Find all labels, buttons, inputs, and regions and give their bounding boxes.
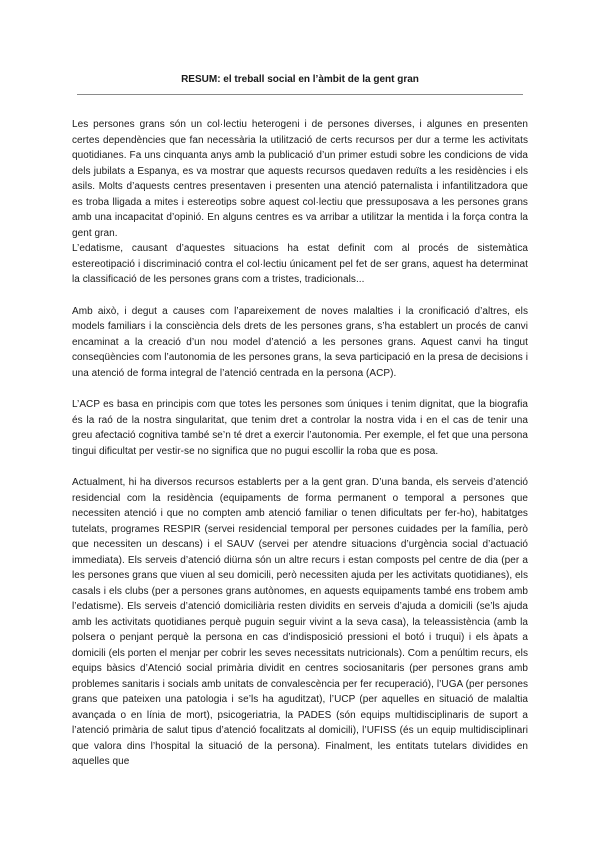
paragraph-acp: L’ACP es basa en principis com que totes les persones som úniques i tenim dignitat, que la biografia és la raó de la nostra singularitat, que tenim dret a controlar la nostra vida i en el cas de tenir una greu afectació cognitiva també se’n té dret a exercir l’autonomia. Per exemple, el fet que una persona tingui dificultat per vestir-se no significa que no pugui escollir la roba que es posa. bbox=[72, 399, 528, 457]
paragraph-model-change: Amb això, i degut a causes com l’apareixement de noves malalties i la cronificació d’altres, els models familiars i la consciència dels drets de les persones grans, s’ha establert un procés de canvi encaminat a la creació d’un nou model d’atenció a les persones grans. Aquest canvi ha tingut conseqüències com l’autonomia de les persones grans, la seva participació en la presa de decisions i una atenció de forma integral de l’atenció centrada en la persona (ACP). bbox=[72, 305, 528, 379]
document-title: RESUM: el treball social en l’àmbit de la gent gran bbox=[181, 74, 419, 85]
paragraph-intro: Les persones grans són un col·lectiu heterogeni i de persones diverses, i algunes en presenten certes dependències que fan necessària la utilització de certs recursos per dur a terme les activitats quotidianes. Fa uns cinquanta anys amb la publicació d’un primer estudi sobre les condicions de vida dels jubilats a Espanya, es va mostrar que aquests recursos quedaven reduïts a les residències i els asils. Molts d’aquests centres presentaven i presenten una atenció paternalista i infantilitzadora que es troba lligada a mites i estereotips sobre aquest col·lectiu que pressuposava a les persones grans amb una incapacitat d’opinió. En alguns centres es va arribar a utilitzar la mentida i la força contra la gent gran. bbox=[72, 119, 528, 239]
paragraph-resources: Actualment, hi ha diversos recursos establerts per a la gent gran. D’una banda, els serveis d’atenció residencial com la residència (equipaments de forma permanent o temporal a persones que necessiten atenció i que no compten amb atenció familiar o tenen dificultats per fer-ho), habitatges tutelats, programes RESPIR (servei residencial temporal per persones cuidades per la família, però que necessiten un descans) i el SAUV (servei per atendre situacions d’urgència social d’actuació immediata). Els serveis d’atenció diürna són un altre recurs i estan composts pel centre de dia (per a les persones grans que viuen al seu domicili, però necessiten ajuda per les activitats quotidianes), els casals i els clubs (per a persones grans autònomes, en aquests equipaments també ens trobem amb l’edatisme). Els serveis d’atenció domiciliària resten dividits en serveis d’ajuda a domicili (se’ls ajuda amb les activitats quotidianes perquè puguin seguir vivint a la seva casa), la teleassistència (amb la polsera o penjant perquè la persona en cas d’indisposició pressioni el botó i truqui) i els àpats a domicili (els porten el menjar per cobrir les seves necessitats nutricionals). Com a penúltim recurs, els equips bàsics d’Atenció social primària dividit en centres sociosanitaris (per persones grans amb problemes sanitaris i socials amb unitats de convalescència per fer recuperació), l’UGA (per persones grans que pateixen una patologia i se’ls ha aguditzat), l’UCP (per aquelles en situació de malaltia avançada o en línia de mort), psicogeriatria, la PADES (són equips multidisciplinaris de suport a l’atenció primària de salut tipus d’atenció focalitzats al domicili), l’UFISS (és un equip multidisciplinari que valora dins l’hospital la situació de la persona). Finalment, les entitats tutelars dividides en aquelles que bbox=[72, 477, 528, 767]
paragraph-edatisme: L’edatisme, causant d’aquestes situacions ha estat definit com al procés de sistemàtica estereotipació i discriminació contra el col·lectiu únicament pel fet de ser grans, aquest ha determinat la classificació de les persones grans com a tristes, tradicionals... bbox=[72, 243, 528, 285]
document-body bbox=[72, 117, 528, 786]
title-divider bbox=[77, 94, 523, 95]
